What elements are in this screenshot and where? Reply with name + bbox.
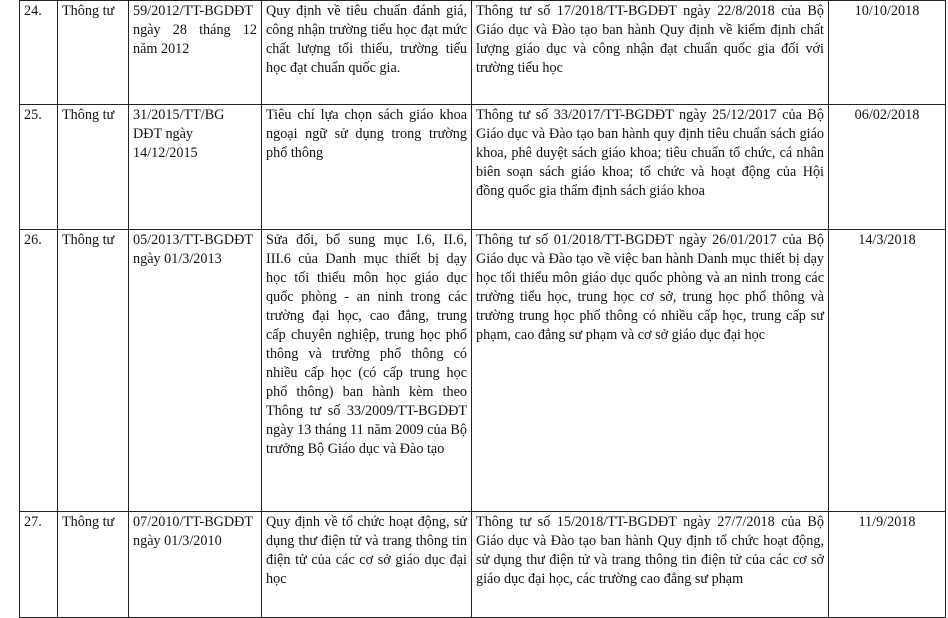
document-number: 59/2012/TT-BGDĐT ngày 28 tháng 12 năm 2012 (129, 1, 262, 105)
document-number: 31/2015/TT/BG DĐT ngày 14/12/2015 (129, 105, 262, 230)
document-content: Tiêu chí lựa chọn sách giáo khoa ngoại ngữ sử dụng trong trường phổ thông (262, 105, 472, 230)
row-index: 24. (20, 1, 58, 105)
table-row (20, 512, 946, 618)
effective-date: 06/02/2018 (829, 105, 946, 230)
replacement-document: Thông tư số 15/2018/TT-BGDĐT ngày 27/7/2018 của Bộ Giáo dục và Đào tạo ban hành Quy định tổ chức hoạt động, sử dụng thư điện tử và trang thông tin điện tử của các cơ sở giáo dục đại học, các trường cao đẳng sư phạm (472, 512, 829, 618)
document-type: Thông tư (58, 1, 129, 105)
row-index: 26. (20, 230, 58, 512)
document-content: Quy định về tiêu chuẩn đánh giá, công nhận trường tiểu học đạt mức chất lượng tối thiểu, trường tiểu học đạt chuẩn quốc gia. (262, 1, 472, 105)
document-type: Thông tư (58, 105, 129, 230)
document-type: Thông tư (58, 230, 129, 512)
effective-date: 11/9/2018 (829, 512, 946, 618)
legal-documents-table (19, 0, 946, 618)
table-row (20, 1, 946, 105)
document-content: Sửa đổi, bổ sung mục I.6, II.6, III.6 của Danh mục thiết bị dạy học tối thiểu môn học giáo dục quốc phòng - an ninh trong các trường đại học, cao đẳng, trung cấp chuyên nghiệp, trung học phổ thông và trường phổ thông có nhiều cấp học (có cấp trung học phổ thông) ban hành kèm theo Thông tư số 33/2009/TT-BGDĐT ngày 13 tháng 11 năm 2009 của Bộ trưởng Bộ Giáo dục và Đào tạo (262, 230, 472, 512)
document-type: Thông tư (58, 512, 129, 618)
replacement-document: Thông tư số 33/2017/TT-BGDĐT ngày 25/12/2017 của Bộ Giáo dục và Đào tạo ban hành quy định tiêu chuẩn sách giáo khoa, phê duyệt sách giáo khoa; tiêu chuẩn tổ chức, cá nhân biên soạn sách giáo khoa; tổ chức và hoạt động của Hội đồng quốc gia thẩm định sách giáo khoa (472, 105, 829, 230)
document-number: 07/2010/TT-BGDĐT ngày 01/3/2010 (129, 512, 262, 618)
document-content: Quy định về tổ chức hoạt động, sử dụng thư điện tử và trang thông tin điện tử của các cơ sở giáo dục đại học (262, 512, 472, 618)
document-page (19, 0, 947, 618)
effective-date: 10/10/2018 (829, 1, 946, 105)
table-row (20, 230, 946, 512)
table-row (20, 105, 946, 230)
replacement-document: Thông tư số 01/2018/TT-BGDĐT ngày 26/01/2017 của Bộ Giáo dục và Đào tạo về việc ban hành Danh mục thiết bị dạy học tối thiểu môn giáo dục quốc phòng và an ninh trong các trường tiểu học, trung học cơ sở, trung học phổ thông và trường trung học phổ thông có nhiều cấp học, trung cấp sư phạm, cao đẳng sư phạm và cơ sở giáo dục đại học (472, 230, 829, 512)
row-index: 27. (20, 512, 58, 618)
effective-date: 14/3/2018 (829, 230, 946, 512)
document-number: 05/2013/TT-BGDĐT ngày 01/3/2013 (129, 230, 262, 512)
replacement-document: Thông tư số 17/2018/TT-BGDĐT ngày 22/8/2018 của Bộ Giáo dục và Đào tạo ban hành Quy định về kiểm định chất lượng giáo dục và công nhận đạt chuẩn quốc gia đối với trường tiểu học (472, 1, 829, 105)
row-index: 25. (20, 105, 58, 230)
